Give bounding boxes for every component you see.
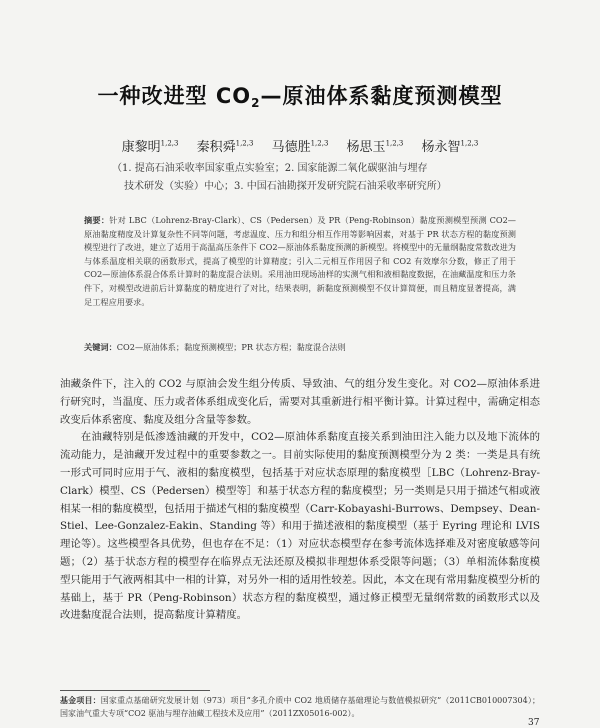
affiliation-line: （1. 提高石油采收率国家重点实验室；2. 国家能源二氧化碳驱油与埋存 (112, 163, 428, 174)
keywords (84, 341, 516, 354)
abstract (84, 214, 516, 309)
author-name: 康黎明$^{1,2,3}$ (121, 139, 179, 155)
funding-label: 基金项目： (60, 695, 101, 705)
author-name: 马德胜$^{1,2,3}$ (271, 139, 329, 155)
affiliation-line: 技术研发（实验）中心；3. 中国石油勘探开发研究院石油采收率研究所） (124, 181, 447, 192)
abstract-label: 摘要： (84, 215, 110, 225)
author-name: 杨思玉$^{1,2,3}$ (346, 139, 404, 155)
author-list (0, 136, 600, 155)
affiliations (112, 160, 512, 196)
footnote-divider (60, 690, 210, 691)
author-name: 秦积舜$^{1,2,3}$ (196, 139, 254, 155)
body-paragraph: 油藏条件下，注入的 CO2 与原油会发生组分传质、导致油、气的组分发生变化。对 CO2—原油体系进行研究时，当温度、压力或者体系组成变化后，需要对其重新进行相平衡计算。计算过程中，需确定相态改变后体系密度、黏度及组分含量等参数。 (60, 378, 540, 426)
funding-footnote (60, 694, 540, 720)
abstract-text: 针对 LBC（Lohrenz-Bray-Clark）、CS（Pedersen）及 PR（Peng-Robinson）黏度预测模型预测 CO2—原油黏度精度及计算复杂性不同等问题，考虑温度、压力和组分相互作用等影响因素，对基于 PR 状态方程的黏度预测模型进行了改进，建立了适用于高温高压条件下 CO2—原油体系黏度预测的新模型。将模型中的无量纲黏度常数改进为与体系温度相关联的函数形式，提高了模型的计算精度；引入二元相互作用因子和 CO2 有效摩尔分数，修正了用于 CO2—原油体系混合体系计算时的黏度混合法则。采用油田现场油样的实测气相和液相黏度数据，在油藏温度和压力条件下，对模型改进前后计算黏度的精度进行了对比，结果表明，新黏度预测模型不仅计算简便，而且精度显著提高，满足工程应用要求。 (84, 215, 516, 307)
author-name: 杨永智$^{1,2,3}$ (421, 139, 479, 155)
funding-text: 国家重点基础研究发展计划（973）项目“多孔介质中 CO2 地质储存基础理论与数值模拟研究”（2011CB010007304）；国家油气重大专项“CO2 驱油与埋存油藏工程技术及应用”（2011ZX05016-002）。 (60, 696, 541, 718)
paper-title: 一种改进型 $CO_2—$原油体系黏度预测模型 (97, 84, 503, 110)
body-text (60, 376, 540, 625)
keywords-label: 关键词： (84, 342, 117, 352)
body-paragraph: 在油藏特别是低渗透油藏的开发中，CO2—原油体系黏度直接关系到油田注入能力以及地下流体的流动能力，是油藏开发过程中的重要参数之一。目前实际使用的黏度预测模型分为 2 类：一类是具有统一形式可同时应用于气、液相的黏度模型，包括基于对应状态原理的黏度模型［LBC（Lohrenz-Bray-Clark）模型、CS（Pedersen）模型等］和基于状态方程的黏度模型；另一类则是只用于描述气相或液相某一相的黏度模型，包括用于描述气相的黏度模型（Carr-Kobayashi-Burrows、Dempsey、Dean-Stiel、Lee-Gonzalez-Eakin、Standing 等）和用于描述液相的黏度模型（基于 Eyring 理论和 LVIS 理论等）。这些模型各具优势，但也存在不足：（1）对应状态模型存在参考流体选择难及对密度敏感等问题；（2）基于状态方程的模型存在临界点无法还原及模拟非理想体系受限等问题；（3）单相流体黏度模型只能用于气液两相其中一相的计算，对另外一相的适用性较差。因此，本文在现有常用黏度模型分析的基础上，基于 PR（Peng-Robinson）状态方程的黏度模型，通过修正模型无量纲常数的函数形式以及改进黏度混合法则，提高黏度计算精度。 (60, 431, 540, 622)
keywords-text: CO2—原油体系；黏度预测模型；PR 状态方程；黏度混合法则 (116, 342, 346, 352)
page-number: 37 (528, 718, 540, 728)
